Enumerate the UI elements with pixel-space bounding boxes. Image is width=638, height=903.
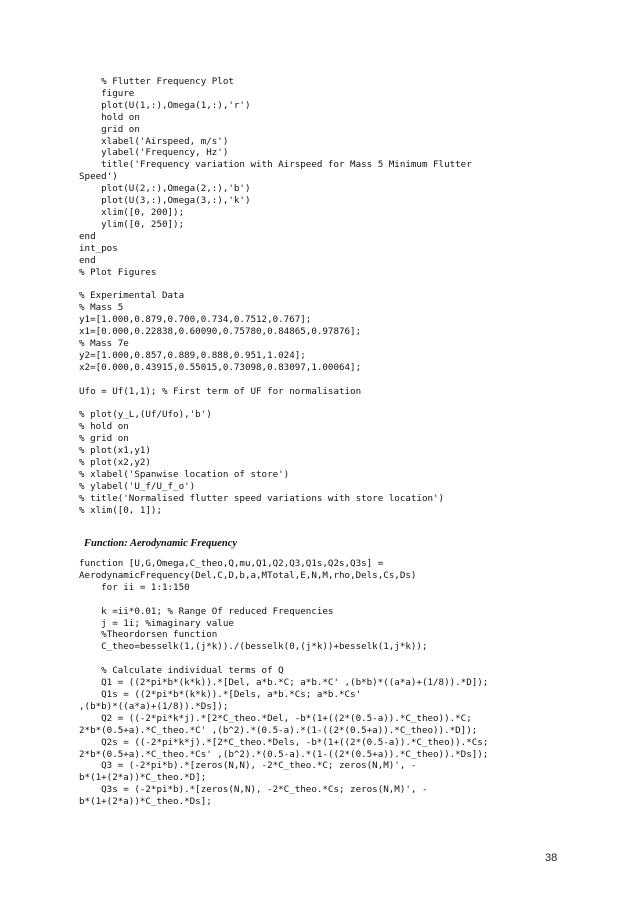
section-heading: Function: Aerodynamic Frequency — [84, 538, 238, 549]
page-number: 38 — [545, 852, 558, 864]
code-listing-bottom: function [U,G,Omega,C_theo,Q,mu,Q1,Q2,Q3,Q1s,Q2s,Q3s] = AerodynamicFrequency(Del,C,D,b,a,MTotal,E,N,M,rho,Dels,Cs,Ds) for ii = 1:1:150 k =ii*0.01; % Range Of reduced Frequencies j = 1i; %imaginary value %Theordorsen function C_theo=besselk(1,(j*k))./(besselk(0,(j*k))+besselk(1,j*k)); % Calculate individual terms of Q Q1 = ((2*pi*b*(k*k)).*[Del, a*b.*C; a*b.*C' ,(b*b)*((a*a)+(1/8)).*D]); Q1s = ((2*pi*b*(k*k)).*[Dels, a*b.*Cs; a*b.*Cs' ,(b*b)*((a*a)+(1/8)).*Ds]); Q2 = ((-2*pi*k*j).*[2*C_theo.*Del, -b*(1+((2*(0.5-a)).*C_theo)).*C; 2*b*(0.5+a).*C_theo.*C' ,(b^2).*(0.5-a).*(1-((2*(0.5+a)).*C_theo)).*D]); Q2s = ((-2*pi*k*j).*[2*C_theo.*Dels, -b*(1+((2*(0.5-a)).*C_theo)).*Cs; 2*b*(0.5+a).*C_theo.*Cs' ,(b^2).*(0.5-a).*(1-((2*(0.5+a)).*C_theo)).*Ds]); Q3 = (-2*pi*b).*[zeros(N,N), -2*C_theo.*C; zeros(N,M)', - b*(1+(2*a))*C_theo.*D]; Q3s = (-2*pi*b).*[zeros(N,N), -2*C_theo.*Cs; zeros(N,M)', - b*(1+(2*a))*C_theo.*Ds]; — [79, 558, 489, 808]
code-listing-top: % Flutter Frequency Plot figure plot(U(1,:),Omega(1,:),'r') hold on grid on xlabel('Airspeed, m/s') ylabel('Frequency, Hz') title('Frequency variation with Airspeed for Mass 5 Minimum Flutter Speed') plot(U(2,:),Omega(2,:),'b') plot(U(3,:),Omega(3,:),'k') xlim([0, 200]); ylim([0, 250]); end int_pos end % Plot Figures % Experimental Data % Mass 5 y1=[1.000,0.879,0.700,0.734,0.7512,0.767]; x1=[0.000,0.22838,0.60090,0.75780,0.84865,0.97876]; % Mass 7e y2=[1.000,0.857,0.889,0.888,0.951,1.024]; x2=[0.000,0.43915,0.55015,0.73098,0.83097,1.00064]; Ufo = Uf(1,1); % First term of UF for normalisation % plot(y_L,(Uf/Ufo),'b') % hold on % grid on % plot(x1,y1) % plot(x2,y2) % xlabel('Spanwise location of store') % ylabel('U_f/U_f_o') % title('Normalised flutter speed variations with store location') % xlim([0, 1]); — [79, 76, 472, 516]
